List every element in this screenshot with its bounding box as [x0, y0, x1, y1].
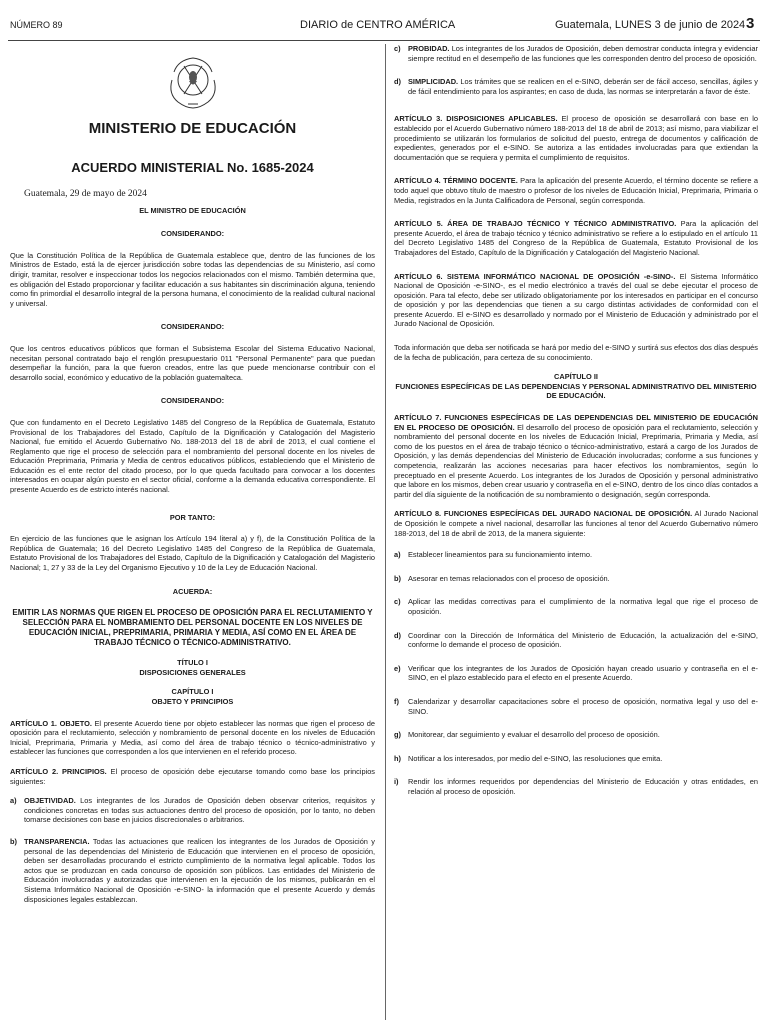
article-3-heading: ARTÍCULO 3. DISPOSICIONES APLICABLES.	[394, 114, 558, 124]
article-2-text: El proceso de oposición debe ejecutarse tomando como base los principios siguientes:	[10, 766, 376, 786]
item-letter: d)	[394, 77, 401, 87]
principle-text: Los trámites que se realicen en el e-SINO, deberán ser de fácil acceso, sencillas, ágiles y de fácil entendimiento para los aspirantes; en caso de duda, las normas se interpretarán a favor de éste.	[408, 77, 758, 96]
header-divider	[8, 40, 760, 41]
considerando-paragraph: Que la Constitución Política de la República de Guatemala establece que, dentro de las funciones de los Ministros de Estado, está la de ejercer jurisdicción sobre todas las dependencias de su Ministerio, así como dirigir, tramitar, resolver e inspeccionar todos los negocios relacionados con el mismo. También determina que, es obligación del Estado proporcionar y facilitar educación a sus habitantes sin discriminación alguna, teniendo como fin primordial el desarrollo integral de la persona humana, el conocimiento de la realidad cultural nacional y universal.	[10, 250, 375, 308]
principle-heading: TRANSPARENCIA.	[24, 836, 90, 846]
considerando-heading: CONSIDERANDO:	[160, 396, 225, 406]
emitir-heading: EMITIR LAS NORMAS QUE RIGEN EL PROCESO DE OPOSICIÓN PARA EL RECLUTAMIENTO Y SELECCIÓN PARA EL NOMBRAMIENTO DEL PERSONAL DOCENTE EN LOS NIVELES DE EDUCACIÓN INICIAL, PREPRIMARIA, PRIMARIA Y MEDIA, ASÍ COMO EN EL ÁREA DE TRABAJO TÉCNICO O TÉCNICO-ADMINISTRATIVO.	[12, 608, 373, 648]
principle-text: Los integrantes de los Jurados de Oposición deben observar criterios, requisitos y condiciones concretas en todas sus actuaciones dentro del proceso de oposición, por lo tanto, no deben tomarse decisiones con base en juicios discrecionales o arbitrarios.	[24, 796, 375, 825]
capitulo-2-heading: CAPÍTULO II	[554, 372, 598, 382]
item-letter: f)	[394, 696, 399, 706]
function-item	[394, 574, 758, 584]
article-7	[394, 413, 758, 499]
function-item	[394, 777, 758, 796]
issue-number: NÚMERO 89	[10, 20, 63, 30]
item-letter: c)	[394, 597, 401, 607]
function-text: Establecer lineamientos para su funcionamiento interno.	[408, 550, 593, 560]
minister-heading: EL MINISTRO DE EDUCACIÓN	[139, 205, 246, 215]
article-3	[394, 114, 758, 162]
principle-item	[10, 837, 375, 904]
function-item	[394, 730, 758, 740]
function-text: Monitorear, dar seguimiento y evaluar el desarrollo del proceso de oposición.	[408, 730, 660, 740]
capitulo-heading: CAPÍTULO I	[171, 687, 214, 697]
article-1	[10, 719, 375, 757]
item-letter: c)	[394, 44, 401, 53]
article-7-text: El desarrollo del proceso de oposición para el reclutamiento, selección y nombramiento del personal docente en los niveles de Educación Inicial, Preprimaria, Primaria y Media, así como de los puestos en el área de trabajo técnico o técnico-administrativo, estará a cargo de los Jurados de Oposición, y las demás dependencias del Ministerio de Educación involucradas; conforme a sus funciones y competencia, realizarán las acciones necesarias para hacer efectivos los nombramientos, según lo preceptuado en el presente Acuerdo. Los integrantes de los Jurados de Oposición y personal administrativo que labore en los mismos, deben crear usuario y contraseña en el e-SINO, dentro de los cinco días contados a partir del día siguiente de la notificación de su nombramiento o designación, según corresponda.	[394, 422, 758, 499]
item-letter: b)	[394, 573, 401, 583]
principle-heading: SIMPLICIDAD.	[408, 77, 459, 87]
ministry-heading: MINISTERIO DE EDUCACIÓN	[88, 120, 297, 137]
page-header	[0, 0, 768, 40]
function-text: Asesorar en temas relacionados con el proceso de oposición.	[408, 573, 610, 583]
item-letter: d)	[394, 630, 401, 640]
considerando-heading: CONSIDERANDO:	[160, 322, 225, 332]
function-item	[394, 550, 758, 560]
principle-text: Los integrantes de los Jurados de Oposición, deben demostrar conducta íntegra y evidenciar siempre rectitud en el desempeño de las funciones que les corresponden dentro del proceso de oposición.	[408, 44, 758, 63]
objeto-principios-heading: OBJETO Y PRINCIPIOS	[151, 697, 234, 706]
article-4	[394, 176, 758, 205]
acuerda-heading: ACUERDA:	[172, 586, 213, 596]
principle-heading: OBJETIVIDAD.	[24, 796, 76, 806]
article-6-text: El Sistema Informático Nacional de Oposición -e-SINO-, es el medio electrónico a través del cual se debe ejecutar el proceso de oposición. Para tal efecto, debe ser utilizado obligatoriamente por los interesados en participar en el concurso de oposición y por las dependencias que tienen a su cargo distintas actividades de conformidad con el presente Acuerdo. El e-SINO es desarrollado y normado por el Ministerio de Educación y administrado por el Jurado Nacional de Oposición.	[394, 271, 758, 329]
function-text: Rendir los informes requeridos por dependencias del Ministerio de Educación y otras entidades, en relación al proceso de oposición.	[408, 777, 758, 796]
disposiciones-heading: DISPOSICIONES GENERALES	[139, 667, 246, 677]
notification-paragraph: Toda información que deba ser notificada se hará por medio del e-SINO y surtirá sus efectos dos días después de la fecha de publicación, para certeza de su conocimiento.	[394, 343, 758, 362]
considerando-heading: CONSIDERANDO:	[160, 229, 225, 239]
function-item	[394, 754, 758, 764]
acuerdo-title: ACUERDO MINISTERIAL No. 1685-2024	[71, 160, 314, 175]
item-letter: g)	[394, 730, 401, 740]
article-8-text: Al Jurado Nacional de Oposición le compete a nivel nacional, desarrollar las funciones al tenor del Acuerdo Gubernativo número 188-2013, del 18 de abril de 2013, de la manera siguiente:	[394, 509, 758, 538]
item-letter: a)	[10, 796, 17, 806]
item-letter: e)	[394, 663, 401, 673]
titulo-heading: TÍTULO I	[177, 658, 208, 668]
article-4-text: Para la aplicación del presente Acuerdo, el término docente se refiere a todo aquel que obtuvo título de maestro o profesor de los niveles de Educación Inicial, Preprimaria, Primaria o Media, registrados en la Junta Calificadora de Personal, según corresponda.	[394, 176, 758, 205]
function-text: Calendarizar y desarrollar capacitaciones sobre el proceso de oposición, normativa legal y uso del e-SINO.	[408, 696, 758, 716]
publication-date: Guatemala, LUNES 3 de junio de 2024	[555, 19, 746, 31]
principle-heading: PROBIDAD.	[408, 44, 450, 53]
item-letter: b)	[10, 836, 17, 846]
por-tanto-paragraph: En ejercicio de las funciones que le asignan los Artículo 194 literal a) y f), de la Constitución Política de la República de Guatemala; 16 del Decreto Legislativo 1485 del Congreso de la República de Guatemala, Estatuto Provisional de los Trabajadores del Estado, Capítulo de la Dignificación y Catalogación del Magisterio Nacional; 1, 27 y 33 de la Ley del Organismo Ejecutivo y 10 de la Ley de Educación Nacional.	[10, 534, 375, 573]
page-number: 3	[746, 15, 755, 32]
article-1-heading: ARTÍCULO 1. OBJETO.	[10, 718, 92, 728]
function-item	[394, 697, 758, 716]
article-6	[394, 272, 758, 330]
por-tanto-heading: POR TANTO:	[169, 512, 216, 522]
function-text: Coordinar con la Dirección de Informática del Ministerio de Educación, la actualización del e-SINO, conforme lo demande el proceso de oposición.	[408, 630, 758, 650]
function-item	[394, 631, 758, 650]
right-column	[394, 44, 758, 810]
function-item	[394, 597, 758, 616]
function-text: Verificar que los integrantes de los Jurados de Oposición hayan creado usuario y contraseña en el e-SINO, en el plazo establecido para el efecto en el presente Acuerdo.	[408, 663, 758, 683]
article-8	[394, 509, 758, 538]
function-text: Notificar a los interesados, por medio del e-SINO, las resoluciones que emita.	[408, 753, 663, 763]
function-item	[394, 664, 758, 683]
left-column	[10, 44, 375, 916]
article-5-heading: ARTÍCULO 5. ÁREA DE TRABAJO TÉCNICO Y TÉCNICO ADMINISTRATIVO.	[394, 219, 677, 229]
article-5-text: Para la aplicación del presente Acuerdo, el área de trabajo técnico y técnico administrativo se refiere a lo estipulado en el artículo 11 del Decreto Legislativo 1485 del Congreso de la República de Guatemala, Estatuto Provisional de los Trabajadores del Estado, Capítulo de la Dignificación y Catalogación del Magisterio Nacional.	[394, 219, 758, 257]
coat-of-arms-icon	[164, 50, 222, 112]
article-7-heading: ARTÍCULO 7. FUNCIONES ESPECÍFICAS DE LAS DEPENDENCIAS DEL MINISTERIO DE EDUCACIÓN EN EL PROCESO DE OPOSICIÓN.	[394, 413, 758, 432]
article-1-text: El presente Acuerdo tiene por objeto establecer las normas que rigen el proceso de oposición para el reclutamiento, selección y nombramiento de personal docente en los niveles de Educación Inicial, Preprimaria, Primaria y Media, así como del área de trabajo técnico o técnico-administrativo y establecer las funciones que corresponden a los que intervienen en el referido proceso.	[10, 718, 376, 757]
article-2	[10, 767, 375, 786]
considerando-paragraph: Que los centros educativos públicos que forman el Subsistema Escolar del Sistema Educativo Nacional, necesitan personal contratado bajo el renglón presupuestario 011 "Personal Permanente" para que puedan desempeñar la función, para la que fueron creados, entre las que puede mencionarse contribuir con el desarrollo social, económico y educativo de la población guatemalteca.	[10, 343, 375, 382]
item-letter: i)	[394, 777, 399, 787]
article-4-heading: ARTÍCULO 4. TÉRMINO DOCENTE.	[394, 176, 518, 186]
article-3-text: El proceso de oposición se desarrollará con base en lo establecido por el Acuerdo Gubernativo número 188-2013 del 18 de abril de 2013; así mismo, para viabilizar el procedimiento se utilizarán los formularios de solicitud del puesto, entrega de documentos y calificación de expedientes, generados por el e-SINO. Se autoriza a las entidades involucradas para que extiendan la documentación que se requiera y permita el cumplimiento de requisitos.	[394, 114, 758, 162]
principle-item	[394, 77, 758, 96]
principle-item	[394, 44, 758, 63]
article-5	[394, 219, 758, 257]
column-divider	[385, 44, 386, 1020]
publication-name: DIARIO de CENTRO AMÉRICA	[300, 19, 456, 31]
function-text: Aplicar las medidas correctivas para el cumplimiento de la normativa legal que rige el proceso de oposición.	[408, 597, 758, 616]
article-6-heading: ARTÍCULO 6. SISTEMA INFORMÁTICO NACIONAL DE OPOSICIÓN -e-SINO-.	[394, 271, 676, 281]
capitulo-2-title: FUNCIONES ESPECÍFICAS DE LAS DEPENDENCIAS Y PERSONAL ADMINISTRATIVO DEL MINISTERIO DE EDUCACIÓN.	[395, 381, 757, 401]
item-letter: a)	[394, 550, 401, 560]
principle-text: Todas las actuaciones que realicen los integrantes de los Jurados de Oposición y personal de las dependencias del Ministerio de Educación que intervienen en el proceso de oposición, deben ser desarrolladas procurando el estricto cumplimiento de la normativa legal aplicable. Todos los actos que se produzcan en cada concurso de oposición son públicos. Las entidades del Ministerio de Educación involucradas y autorizadas que intervienen en la ejecución de los mismos, publicarán en el Sistema Informático Nacional de Oposición -e-SINO- la información que el presente Acuerdo y demás disposiciones legales establezcan.	[24, 836, 375, 904]
considerando-paragraph: Que con fundamento en el Decreto Legislativo 1485 del Congreso de la República de Guatemala, Estatuto Provisional de los Trabajadores del Estado, Capítulo de la Dignificación y Catalogación del Magisterio Nacional, fue emitido el Acuerdo Gubernativo No. 188-2013 del 18 de abril de 2013, el cual contiene el Reglamento que rige el proceso de selección para el nombramiento del personal docente en los niveles de Educación Preprimaria, Primaria y Media de centros educativos públicos, estableciendo que el Ministerio de Educación es el ente rector del citado proceso, por lo que queda facultado para convocar a los docentes interesados en ocupar algún puesto en el sector oficial, conforme a la demanda educativa correspondiente. El presente Acuerdo es de estricto interés nacional.	[10, 417, 375, 495]
article-8-heading: ARTÍCULO 8. FUNCIONES ESPECÍFICAS DEL JURADO NACIONAL DE OPOSICIÓN.	[394, 509, 693, 519]
article-2-heading: ARTÍCULO 2. PRINCIPIOS.	[10, 766, 107, 776]
dateline: Guatemala, 29 de mayo de 2024	[24, 189, 147, 199]
item-letter: h)	[394, 753, 401, 763]
principle-item	[10, 796, 375, 825]
